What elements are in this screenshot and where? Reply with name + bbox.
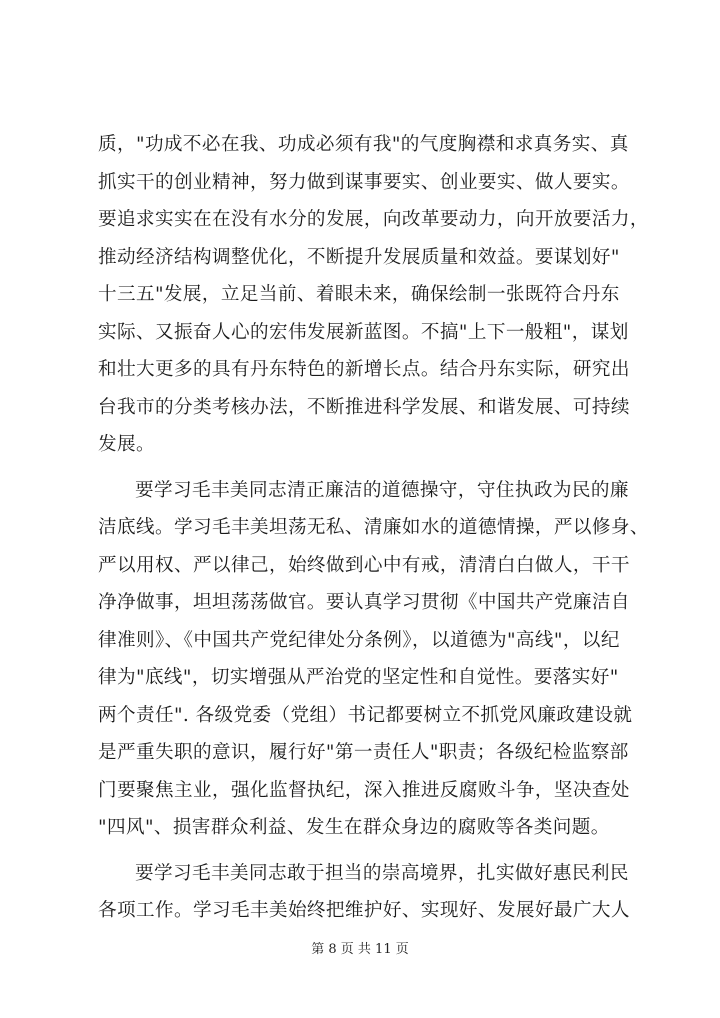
text-line: 推动经济结构调整优化，不断提升发展质量和效益。要谋划好" <box>98 246 620 268</box>
text-line: 要追求实实在在没有水分的发展，向改革要动力，向开放要活力， <box>98 209 649 230</box>
paragraph <box>98 126 649 464</box>
text-line: 各项工作。学习毛丰美始终把维护好、实现好、发展好最广大人 <box>98 900 630 921</box>
text-line: 和壮大更多的具有丹东特色的新增长点。结合丹东实际，研究出 <box>98 359 630 380</box>
page-number: 第 8 页 共 11 页 <box>311 942 409 957</box>
text-line: 门要聚焦主业，强化监督执纪，深入推进反腐败斗争，坚决查处 <box>98 779 630 801</box>
body-text <box>98 126 649 930</box>
text-line: 净净做事，坦坦荡荡做官。要认真学习贯彻《中国共产党廉洁自 <box>98 592 630 613</box>
text-line: 质，"功成不必在我、功成必须有我"的气度胸襟和求真务实、真 <box>98 134 629 155</box>
text-line: 洁底线。学习毛丰美坦荡无私、清廉如水的道德情操，严以修身、 <box>98 517 649 538</box>
text-line: 发展。 <box>98 434 155 455</box>
paragraph-gap <box>98 847 622 855</box>
text-line: 律准则》、《中国共产党纪律处分条例》，以道德为"高线"，以纪 <box>98 629 620 651</box>
text-line: 抓实干的创业精神，努力做到谋事要实、创业要实、做人要实。 <box>98 171 630 193</box>
text-line: 台我市的分类考核办法，不断推进科学发展、和谐发展、可持续 <box>98 396 630 418</box>
text-line: 两个责任". 各级党委（党组）书记都要树立不抓党风廉政建设就 <box>98 704 633 726</box>
text-line: 十三五"发展，立足当前、着眼未来，确保绘制一张既符合丹东 <box>98 284 620 305</box>
text-line: 是严重失职的意识，履行好"第一责任人"职责；各级纪检监察部 <box>98 742 629 763</box>
text-line: 要学习毛丰美同志清正廉洁的道德操守，守住执政为民的廉 <box>135 479 629 501</box>
text-line: 要学习毛丰美同志敢于担当的崇高境界，扎实做好惠民利民 <box>135 862 629 884</box>
paragraph <box>98 472 649 847</box>
text-line: 实际、又振奋人心的宏伟发展新蓝图。不搞"上下一般粗"，谋划 <box>98 321 629 343</box>
text-line: 律为"底线"，切实增强从严治党的坚定性和自觉性。要落实好" <box>98 667 619 688</box>
paragraph <box>98 855 630 930</box>
text-line: 严以用权、严以律己，始终做到心中有戒，清清白白做人，干干 <box>98 554 630 576</box>
paragraph-gap <box>98 464 622 472</box>
text-line: "四风"、损害群众利益、发生在群众身边的腐败等各类问题。 <box>98 817 610 838</box>
